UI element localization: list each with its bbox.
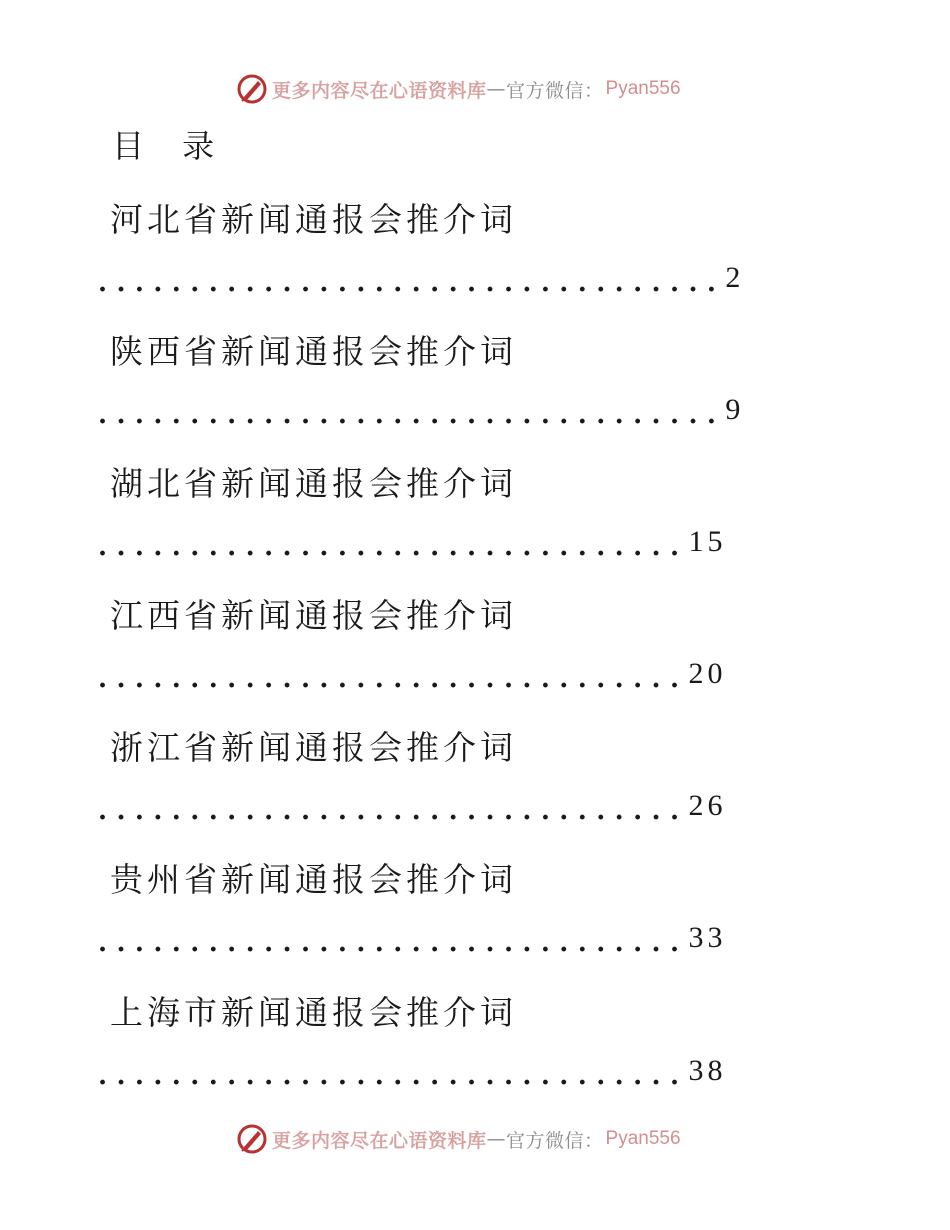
toc-page-number: 20 <box>688 657 727 690</box>
toc-page-number: 9 <box>725 393 745 426</box>
banner-official-text: 官方微信： <box>506 1129 604 1152</box>
toc-entry-title[interactable]: 湖北省新闻通报会推介词 <box>110 464 517 503</box>
toc-entry-title[interactable]: 河北省新闻通报会推介词 <box>110 200 517 239</box>
leader-dots: .................................. <box>98 400 726 430</box>
banner-wechat-id: Pyan556 <box>605 1128 681 1149</box>
toc-page-number: 15 <box>688 525 727 558</box>
toc-entry-title[interactable]: 浙江省新闻通报会推介词 <box>110 728 517 767</box>
toc-entry-title[interactable]: 陕西省新闻通报会推介词 <box>110 332 517 371</box>
toc-page-number: 38 <box>688 1054 727 1087</box>
toc-entry-leader[interactable] <box>98 786 726 826</box>
toc-entry-title[interactable]: 江西省新闻通报会推介词 <box>110 596 517 635</box>
toc-entry-leader[interactable] <box>98 258 744 298</box>
leader-dots: ................................ <box>98 1061 689 1091</box>
banner-main-text: 更多内容尽在心语资料库 <box>272 79 487 102</box>
leader-dots: ................................ <box>98 928 689 958</box>
toc-entry-leader[interactable] <box>98 390 744 430</box>
header-watermark-banner <box>236 72 681 106</box>
quill-logo-icon <box>236 1123 268 1155</box>
toc-entry-title[interactable]: 上海市新闻通报会推介词 <box>110 993 517 1032</box>
toc-entry-title[interactable]: 贵州省新闻通报会推介词 <box>110 860 517 899</box>
toc-entry-leader[interactable] <box>98 654 726 694</box>
toc-title: 目 录 <box>112 127 229 165</box>
footer-watermark-banner <box>236 1122 681 1156</box>
leader-dots: ................................ <box>98 796 689 826</box>
leader-dots: ................................ <box>98 664 689 694</box>
leader-dots: .................................. <box>98 268 726 298</box>
banner-dash: — <box>486 78 507 100</box>
leader-dots: ................................ <box>98 532 689 562</box>
toc-entry-leader[interactable] <box>98 522 726 562</box>
toc-page-number: 26 <box>688 789 727 822</box>
banner-main-text: 更多内容尽在心语资料库 <box>272 1129 487 1152</box>
quill-logo-icon <box>236 73 268 105</box>
toc-page-number: 33 <box>688 921 727 954</box>
toc-entry-leader[interactable] <box>98 1051 726 1091</box>
banner-dash: — <box>486 1128 507 1150</box>
banner-wechat-id: Pyan556 <box>605 78 681 99</box>
toc-page-number: 2 <box>725 261 745 294</box>
toc-entry-leader[interactable] <box>98 918 726 958</box>
banner-official-text: 官方微信： <box>506 79 604 102</box>
